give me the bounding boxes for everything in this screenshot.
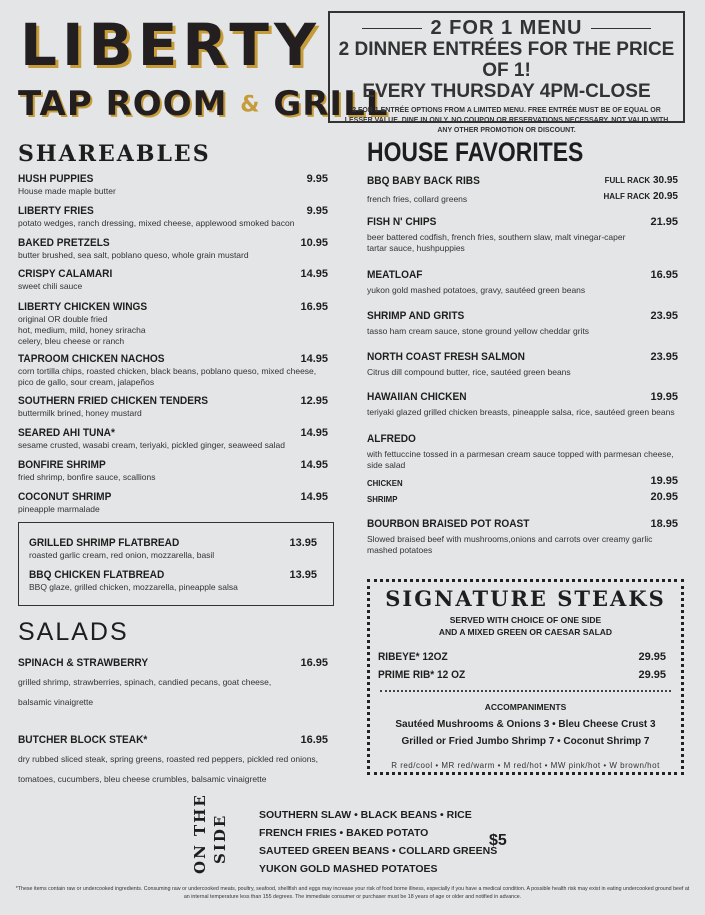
- item-name: SEARED AHI TUNA*: [18, 427, 115, 439]
- steaks-divider: [380, 690, 671, 692]
- item-name: GRILLED SHRIMP FLATBREAD: [29, 537, 180, 549]
- menu-item: [18, 204, 294, 229]
- menu-item: [18, 458, 155, 483]
- item-price: 9.95: [306, 205, 328, 217]
- item-name: BAKED PRETZELS: [18, 237, 110, 249]
- full-rack-label: FULL RACK: [604, 176, 651, 185]
- full-rack-value: 30.95: [652, 175, 678, 186]
- item-desc: mashed potatoes: [367, 545, 433, 555]
- steak-temperatures: R red/cool • MR red/warm • M red/hot • MW pink/hot • W brown/hot: [391, 761, 660, 770]
- item-price: 14.95: [300, 268, 328, 280]
- salads-heading: SALADS: [18, 618, 129, 646]
- item-desc: sweet chili sauce: [18, 281, 83, 291]
- item-desc: celery, bleu cheese or ranch: [18, 336, 125, 346]
- menu-item: [18, 236, 249, 261]
- item-desc: buttermilk brined, honey mustard: [18, 408, 142, 418]
- item-name: LIBERTY FRIES: [18, 205, 94, 217]
- menu-item: [18, 300, 158, 347]
- steak-prime-rib: PRIME RIB* 12 OZ: [378, 669, 466, 681]
- item-name: BBQ BABY BACK RIBS: [367, 175, 480, 187]
- item-price: 10.95: [300, 237, 328, 249]
- item-desc: tartar sauce, hushpuppies: [367, 243, 465, 253]
- item-name: SPINACH & STRAWBERRY: [18, 657, 149, 669]
- item-price: 16.95: [300, 301, 328, 313]
- item-price: 18.95: [650, 518, 678, 530]
- item-price: 14.95: [300, 353, 328, 365]
- menu-item: [367, 350, 571, 378]
- menu-item: [18, 267, 120, 292]
- item-desc: beer battered codfish, french fries, southern slaw, malt vinegar-caper: [367, 232, 626, 242]
- item-desc: tasso ham cream sauce, stone ground yellow cheddar grits: [367, 326, 590, 336]
- accompaniments-heading: ACCOMPANIMENTS: [484, 702, 567, 712]
- item-name: HUSH PUPPIES: [18, 173, 94, 185]
- promo-rule-right: [591, 28, 651, 29]
- steak-prime-rib-price: 29.95: [638, 669, 666, 681]
- item-price: 9.95: [306, 173, 328, 185]
- item-desc: yukon gold mashed potatoes, gravy, sautéed green beans: [367, 285, 586, 295]
- item-desc: with fettuccine tossed in a parmesan cream sauce topped with parmesan cheese,: [367, 449, 674, 459]
- item-desc: original OR double fried: [18, 314, 108, 324]
- alfredo-option-chicken: CHICKEN: [367, 478, 403, 488]
- full-rack-price: [605, 174, 678, 188]
- menu-item: [18, 352, 316, 388]
- alfredo-option-shrimp: SHRIMP: [367, 494, 398, 504]
- menu-item: [18, 172, 116, 197]
- item-price: 20.95: [650, 491, 678, 503]
- logo-tap-room-grill: [18, 84, 389, 126]
- item-desc: teriyaki glazed grilled chicken breasts, pineapple salsa, rice, sautéed green beans: [367, 407, 675, 417]
- item-price: 14.95: [300, 459, 328, 471]
- item-desc: House made maple butter: [18, 186, 116, 196]
- item-desc: pineapple marmalade: [18, 504, 100, 514]
- item-desc: pico de gallo, sour cream, jalapeños: [18, 377, 155, 387]
- accompaniments-line2: Grilled or Fried Jumbo Shrimp 7 • Coconut Shrimp 7: [401, 736, 650, 747]
- item-name: HAWAIIAN CHICKEN: [367, 391, 467, 403]
- sides-line1: SOUTHERN SLAW • BLACK BEANS • RICE: [259, 809, 472, 821]
- item-price: 23.95: [650, 351, 678, 363]
- menu-item: [367, 309, 589, 337]
- promo-line2: 2 DINNER ENTRÉES FOR THE PRICE OF 1!: [338, 39, 675, 81]
- menu-item: [367, 432, 674, 506]
- menu-item: [367, 268, 585, 296]
- item-price: 16.95: [650, 269, 678, 281]
- disclaimer: *These items contain raw or undercooked ingredients. Consuming raw or undercooked meats, poultry, seafood, shellfish and eggs may increase your risk of food borne illness, especially if you have a medical condition. A possible health risk may exist in eating undercooked ground beef at an internal temperature less than 155 degrees. The immediate consumer or purchaser must be 18 years of age or older and notified in advance.: [15, 886, 690, 900]
- item-name: LIBERTY CHICKEN WINGS: [18, 301, 148, 313]
- half-rack-label: HALF RACK: [603, 192, 651, 201]
- item-desc: roasted garlic cream, red onion, mozzarella, basil: [29, 550, 215, 560]
- sides-line4: YUKON GOLD MASHED POTATOES: [259, 863, 438, 875]
- item-name: MEATLOAF: [367, 269, 423, 281]
- item-desc: hot, medium, mild, honey sriracha: [18, 325, 146, 335]
- sides-line2: FRENCH FRIES • BAKED POTATO: [259, 827, 429, 839]
- sides-price: $5: [489, 832, 507, 849]
- item-desc: grilled shrimp, strawberries, spinach, candied pecans, goat cheese,: [18, 677, 272, 687]
- item-price: 13.95: [289, 537, 317, 549]
- item-desc: butter brushed, sea salt, poblano queso, whole grain mustard: [18, 250, 249, 260]
- on-the-side-line2: SIDE: [211, 813, 229, 864]
- steak-ribeye: RIBEYE* 12OZ: [378, 651, 448, 663]
- promo-line3: EVERY THURSDAY 4PM-CLOSE: [362, 81, 651, 102]
- steaks-sub1: SERVED WITH CHOICE OF ONE SIDE: [449, 615, 602, 625]
- item-price: 12.95: [300, 395, 328, 407]
- item-name: FISH N' CHIPS: [367, 216, 437, 228]
- menu-item: [367, 215, 625, 254]
- flatbread-box: [18, 522, 334, 606]
- item-name: SHRIMP AND GRITS: [367, 310, 465, 322]
- item-price: 23.95: [650, 310, 678, 322]
- item-desc: dry rubbed sliced steak, spring greens, roasted red peppers, pickled red onions,: [18, 754, 319, 764]
- menu-item: [367, 517, 652, 556]
- shareables-heading: SHAREABLES: [18, 141, 211, 167]
- logo-liberty: LIBERTY: [20, 11, 321, 79]
- item-name: TAPROOM CHICKEN NACHOS: [18, 353, 165, 365]
- logo-grill: GRILL: [273, 84, 389, 124]
- item-price: 13.95: [289, 569, 317, 581]
- sides-list: [259, 806, 497, 878]
- item-desc: sesame crusted, wasabi cream, teriyaki, pickled ginger, seaweed salad: [18, 440, 285, 450]
- menu-item: [18, 733, 318, 785]
- menu-item: [29, 568, 238, 593]
- steaks-sub2: AND A MIXED GREEN OR CAESAR SALAD: [438, 627, 613, 637]
- item-desc: Citrus dill compound butter, rice, sautéed green beans: [367, 367, 571, 377]
- on-the-side-line1: ON THE: [191, 793, 209, 874]
- menu-item: [29, 536, 214, 561]
- promo-fine-print: 2 FOR 1 ENTRÉE OPTIONS FROM A LIMITED MENU. FREE ENTRÉE MUST BE OF EQUAL OR LESSER VALUE. DINE IN ONLY. NO COUPON OR RESERVATIONS NECESSARY. NOT VALID WITH ANY OTHER PROMOTION OR DISCOUNT.: [344, 107, 669, 134]
- menu-item: [18, 656, 271, 708]
- item-desc: tomatoes, cucumbers, bleu cheese crumbles, balsamic vinaigrette: [18, 774, 267, 784]
- item-desc: side salad: [367, 460, 406, 470]
- promo-title-row: [330, 17, 683, 39]
- steaks-heading: SIGNATURE STEAKS: [385, 586, 666, 611]
- logo-tap-room: TAP ROOM: [18, 84, 228, 124]
- item-name: CRISPY CALAMARI: [18, 268, 113, 280]
- item-price: 19.95: [650, 475, 678, 487]
- item-price: 21.95: [650, 216, 678, 228]
- item-name: BUTCHER BLOCK STEAK*: [18, 734, 148, 746]
- half-rack-price: [604, 190, 678, 204]
- menu-item: [18, 490, 119, 515]
- on-the-side-label: [188, 793, 248, 874]
- promo-title: 2 FOR 1 MENU: [430, 17, 583, 39]
- signature-steaks-box: [367, 579, 684, 775]
- item-name: ALFREDO: [367, 433, 416, 445]
- menu-item: [367, 390, 675, 418]
- item-desc: corn tortilla chips, roasted chicken, black beans, poblano queso, mixed cheese,: [18, 366, 317, 376]
- promo-box: [328, 11, 685, 134]
- item-desc: balsamic vinaigrette: [18, 697, 94, 707]
- steak-ribeye-price: 29.95: [638, 651, 666, 663]
- menu-item: [18, 394, 225, 419]
- half-rack-value: 20.95: [652, 191, 678, 202]
- sides-line3: SAUTEED GREEN BEANS • COLLARD GREENS: [259, 845, 498, 857]
- item-name: COCONUT SHRIMP: [18, 491, 112, 503]
- logo-ampersand: &: [240, 92, 261, 118]
- menu-item: [367, 174, 490, 205]
- item-price: 16.95: [300, 734, 328, 746]
- item-name: NORTH COAST FRESH SALMON: [367, 351, 525, 363]
- item-name: BOURBON BRAISED POT ROAST: [367, 518, 530, 530]
- menu-item: [18, 426, 285, 451]
- item-name: BBQ CHICKEN FLATBREAD: [29, 569, 165, 581]
- promo-rule-left: [362, 28, 422, 29]
- item-desc: potato wedges, ranch dressing, mixed cheese, applewood smoked bacon: [18, 218, 295, 228]
- item-name: SOUTHERN FRIED CHICKEN TENDERS: [18, 395, 209, 407]
- item-desc: BBQ glaze, grilled chicken, mozzarella, pineapple salsa: [29, 582, 238, 592]
- house-favorites-heading: HOUSE FAVORITES: [367, 137, 584, 167]
- item-price: 14.95: [300, 427, 328, 439]
- item-price: 16.95: [300, 657, 328, 669]
- item-price: 19.95: [650, 391, 678, 403]
- item-desc: french fries, collard greens: [367, 194, 468, 204]
- item-desc: Slowed braised beef with mushrooms,onions and carrots over creamy garlic: [367, 534, 653, 544]
- accompaniments-line1: Sautéed Mushrooms & Onions 3 • Bleu Cheese Crust 3: [395, 719, 656, 730]
- item-desc: fried shrimp, bonfire sauce, scallions: [18, 472, 156, 482]
- item-name: BONFIRE SHRIMP: [18, 459, 106, 471]
- item-price: 14.95: [300, 491, 328, 503]
